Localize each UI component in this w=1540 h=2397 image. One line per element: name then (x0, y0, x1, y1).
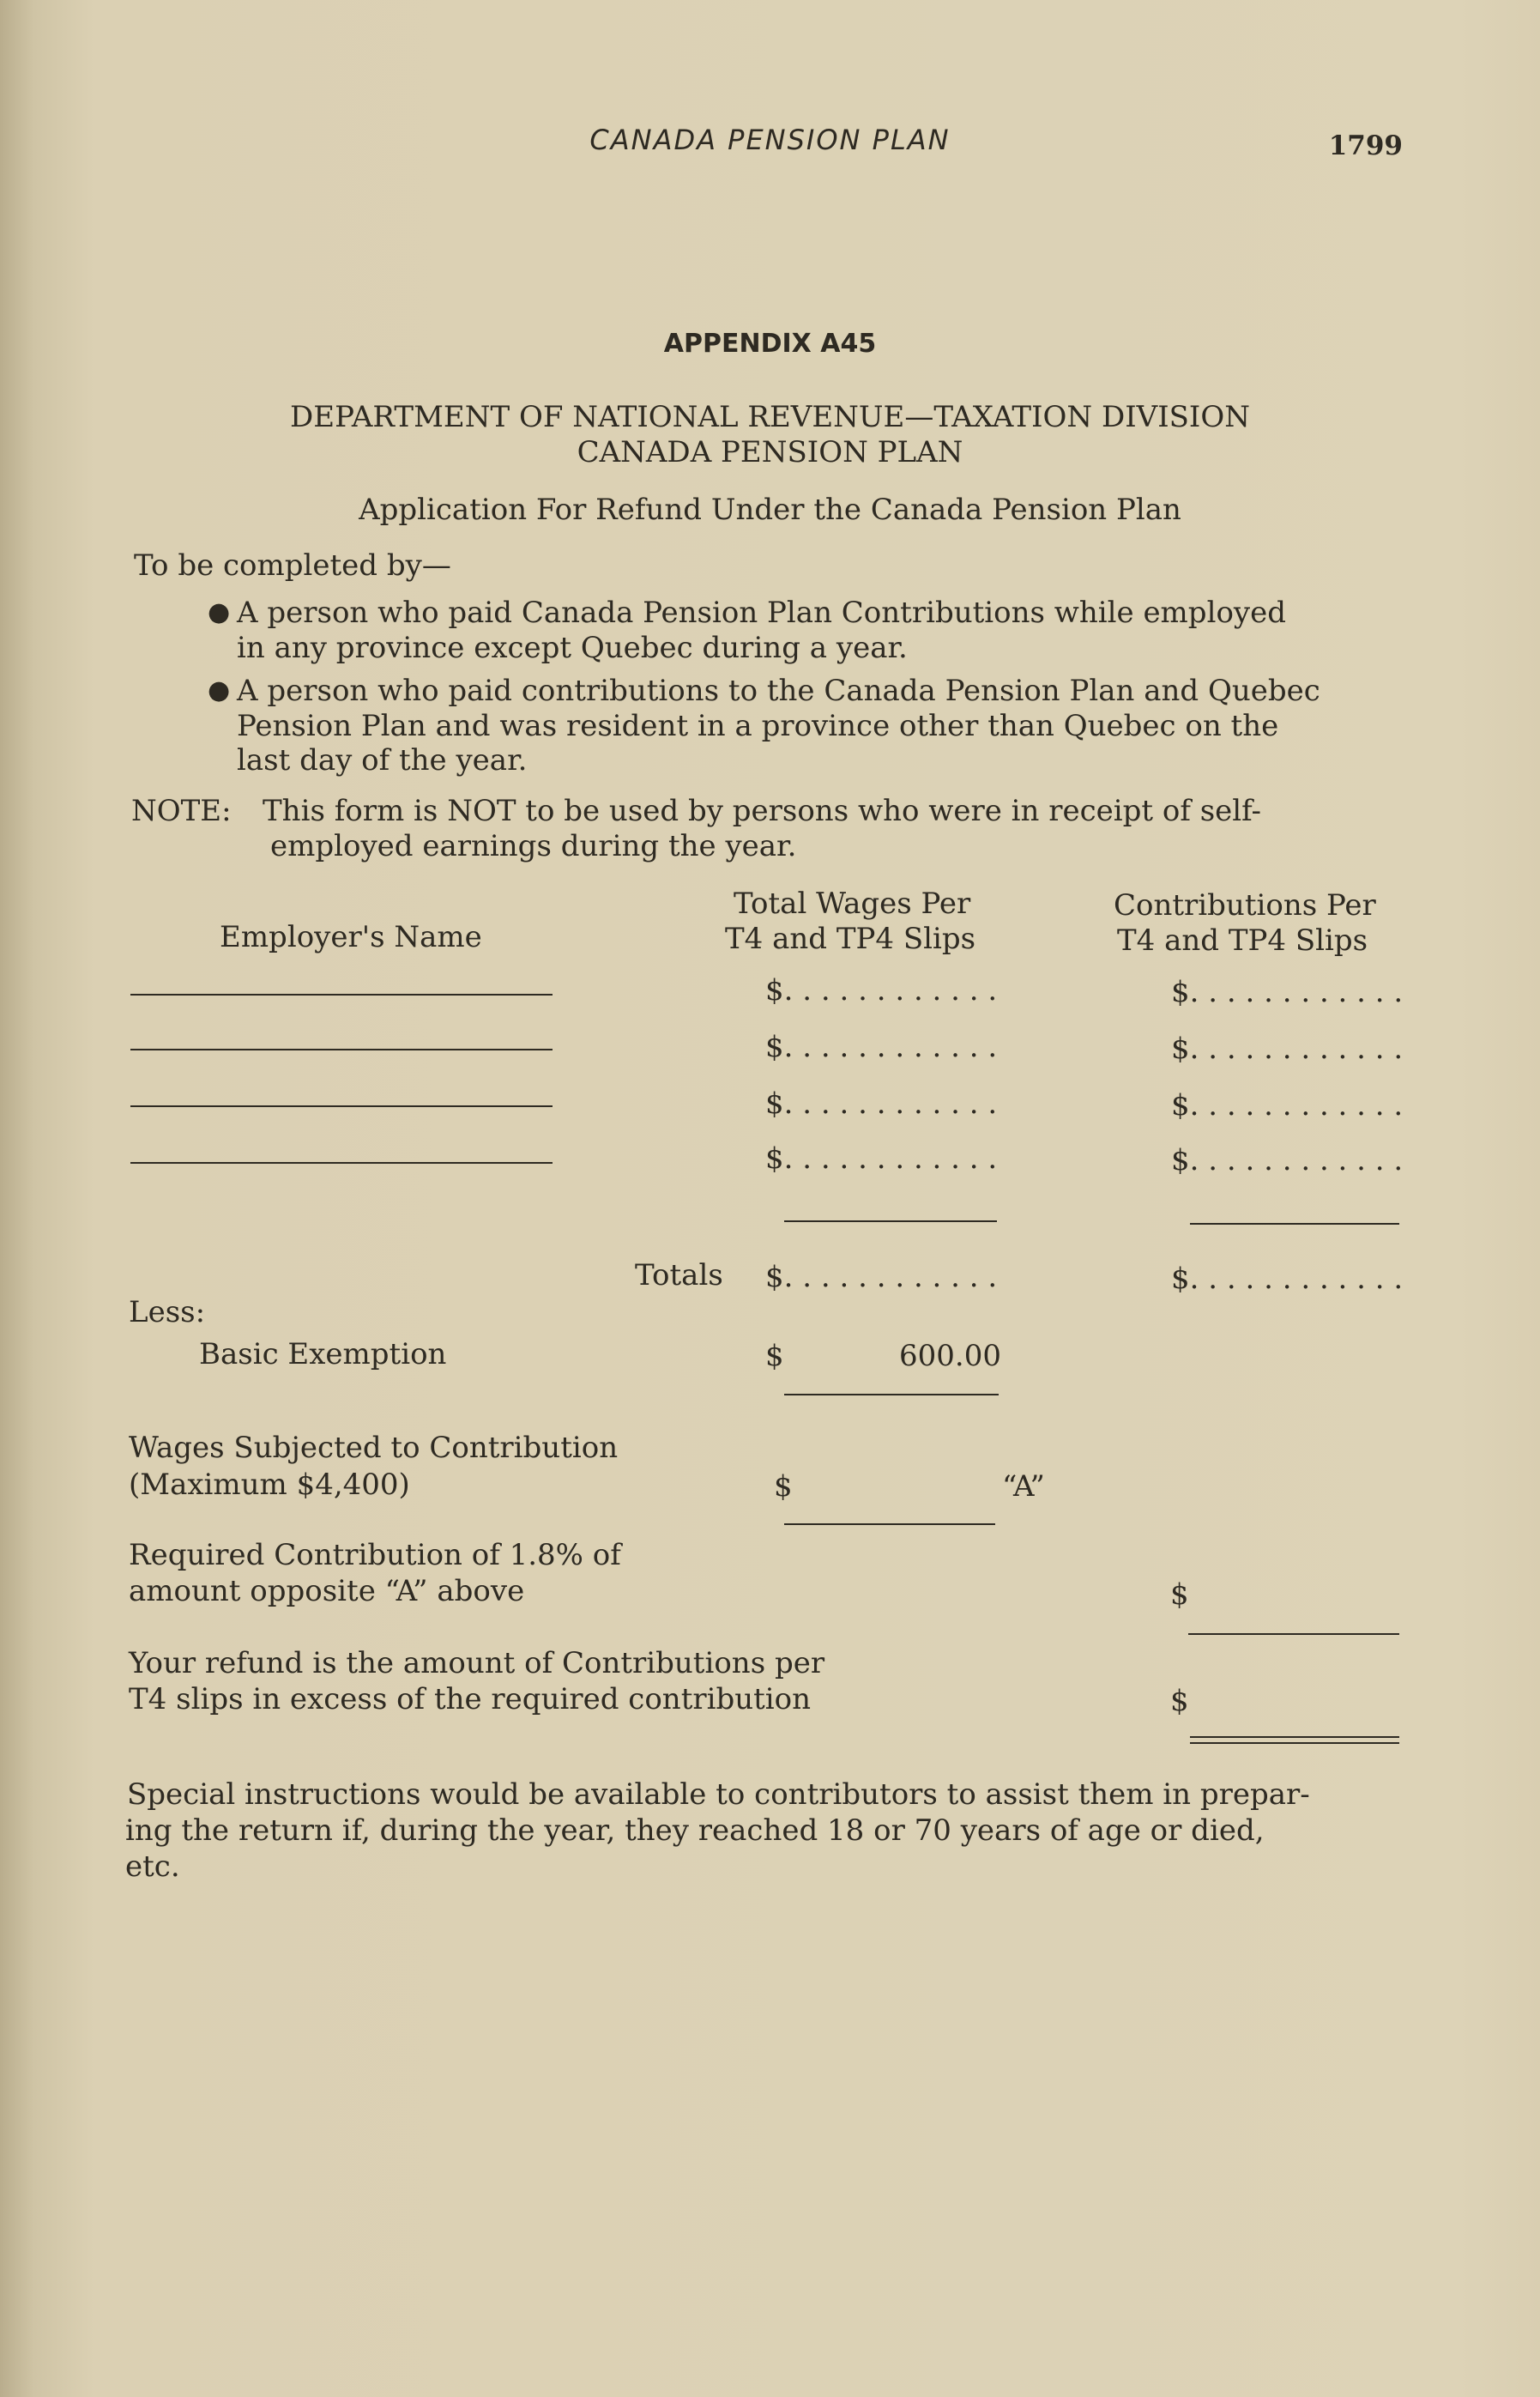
wages-subjected-dollar: $ (774, 1469, 793, 1504)
note-line-2: employed earnings during the year. (270, 829, 797, 863)
bullet-icon: ● (208, 597, 231, 627)
contributions-field[interactable]: $. . . . . . . . . . . . (1171, 975, 1404, 1009)
special-instructions-line-2: ing the return if, during the year, they reached 18 or 70 years of age or died, (125, 1813, 1265, 1848)
required-contribution-rule[interactable] (1188, 1633, 1399, 1635)
basic-exemption-label: Basic Exemption (199, 1337, 447, 1371)
totals-label: Totals (635, 1258, 723, 1292)
wages-field[interactable]: $. . . . . . . . . . . . (765, 1141, 998, 1176)
wages-field[interactable]: $. . . . . . . . . . . . (765, 973, 998, 1008)
wages-subjected-line-2: (Maximum $4,400) (129, 1468, 410, 1502)
basic-exemption-value: 600.00 (899, 1339, 1001, 1373)
refund-double-rule-top[interactable] (1190, 1736, 1399, 1738)
bullet-2-line-3: last day of the year. (237, 743, 528, 778)
bullet-2-line-2: Pension Plan and was resident in a province other than Quebec on the (237, 709, 1279, 743)
wages-header-line-2: T4 and TP4 Slips (725, 922, 976, 956)
contributions-field[interactable]: $. . . . . . . . . . . . (1171, 1088, 1404, 1123)
contributions-field[interactable]: $. . . . . . . . . . . . (1171, 1032, 1404, 1066)
refund-dollar: $ (1170, 1684, 1189, 1718)
department-heading: DEPARTMENT OF NATIONAL REVENUE—TAXATION DIVISION (290, 400, 1250, 434)
special-instructions-line-1: Special instructions would be available to contributors to assist them in prepar- (127, 1777, 1310, 1812)
contributions-field[interactable]: $. . . . . . . . . . . . (1171, 1143, 1404, 1177)
page-number: 1799 (1328, 130, 1403, 161)
running-title: CANADA PENSION PLAN (589, 124, 951, 156)
required-contribution-line-2: amount opposite “A” above (129, 1574, 525, 1608)
bullet-1-line-1: A person who paid Canada Pension Plan Contributions while employed (237, 596, 1287, 630)
employer-name-line[interactable] (130, 994, 553, 996)
employer-name-header: Employer's Name (220, 920, 482, 954)
note-line-1: This form is NOT to be used by persons who were in receipt of self- (263, 794, 1262, 828)
appendix-title: APPENDIX A45 (663, 329, 877, 359)
special-instructions-line-3: etc. (125, 1849, 180, 1884)
plan-heading: CANADA PENSION PLAN (577, 435, 963, 469)
wages-total-field[interactable]: $. . . . . . . . . . . . (765, 1260, 998, 1294)
required-contribution-line-1: Required Contribution of 1.8% of (129, 1538, 621, 1572)
wages-subtotal-rule (784, 1220, 997, 1222)
form-title: Application For Refund Under the Canada Pension Plan (359, 493, 1181, 527)
wages-field[interactable]: $. . . . . . . . . . . . (765, 1030, 998, 1064)
completed-by-intro: To be completed by— (134, 548, 451, 583)
note-label: NOTE: (131, 794, 232, 828)
employer-name-line[interactable] (130, 1162, 553, 1164)
contributions-header-line-1: Contributions Per (1114, 888, 1376, 923)
wages-subjected-marker: “A” (1002, 1469, 1045, 1504)
less-label: Less: (129, 1295, 206, 1329)
employer-name-line[interactable] (130, 1105, 553, 1107)
contributions-subtotal-rule (1190, 1223, 1399, 1225)
wages-subjected-rule[interactable] (784, 1523, 995, 1525)
bullet-2-line-1: A person who paid contributions to the Canada Pension Plan and Quebec (237, 674, 1320, 708)
bullet-icon: ● (208, 675, 231, 705)
contributions-header-line-2: T4 and TP4 Slips (1117, 923, 1368, 958)
wages-header-line-1: Total Wages Per (734, 887, 971, 921)
basic-exemption-dollar: $ (765, 1339, 784, 1373)
exemption-rule (784, 1394, 999, 1395)
wages-subjected-line-1: Wages Subjected to Contribution (129, 1431, 619, 1465)
wages-field[interactable]: $. . . . . . . . . . . . (765, 1087, 998, 1121)
refund-line-2: T4 slips in excess of the required contribution (129, 1682, 812, 1716)
bullet-1-line-2: in any province except Quebec during a year. (237, 631, 908, 665)
refund-double-rule-bottom (1190, 1742, 1399, 1744)
refund-line-1: Your refund is the amount of Contributions per (129, 1646, 825, 1680)
required-contribution-dollar: $ (1170, 1577, 1189, 1612)
employer-name-line[interactable] (130, 1049, 553, 1050)
contributions-total-field[interactable]: $. . . . . . . . . . . . (1171, 1262, 1404, 1296)
